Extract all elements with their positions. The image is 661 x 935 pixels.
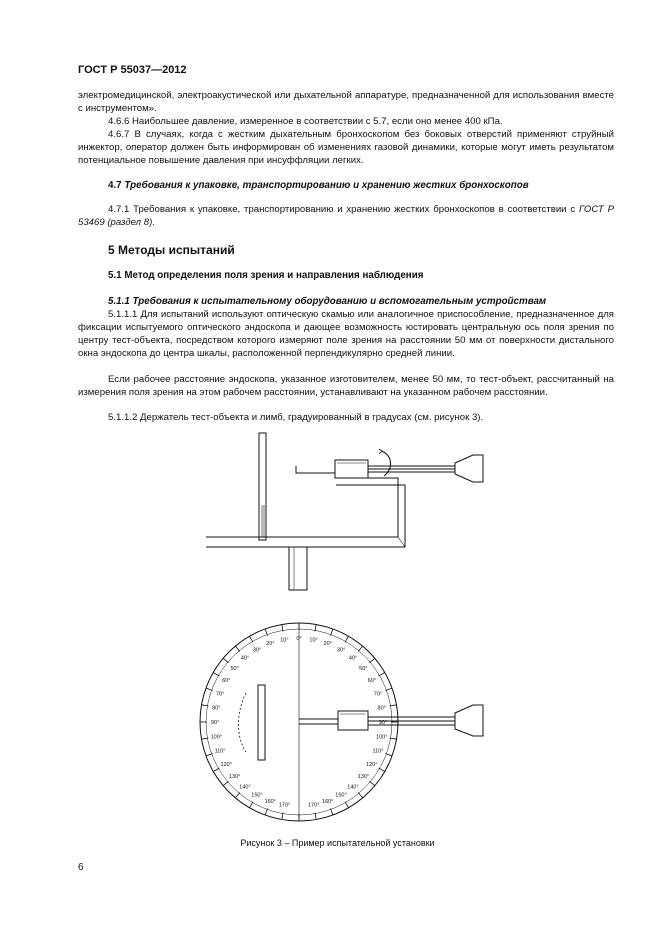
dial-label: 130° — [228, 773, 241, 780]
dial-tick — [369, 658, 374, 662]
holder-rod — [296, 466, 335, 473]
dial-tick — [213, 673, 219, 677]
paragraph-4-7-1-text: 4.7.1 Требования к упаковке, транспортированию и хранению жестких бронхоскопов в соответствии с — [108, 204, 579, 215]
dial-tick — [330, 808, 332, 815]
paragraph-4-7-1-end: . — [152, 217, 155, 228]
heading-5-1-1: 5.1.1 Требования к испытательному оборудованию и вспомогательным устройствам — [108, 296, 547, 307]
dial-label: 10° — [280, 637, 289, 644]
dial-tick — [379, 673, 385, 677]
paragraph-4-6-7: 4.6.7 В случаях, когда с жестким дыхательным бронхоскопом без боковых отверстий применяют струйный инжектор, оператор должен быть информирован об изменениях газовой динамики, которые могут иметь результатом потенциальное повышение давления при инсуффляции легких. — [78, 129, 614, 166]
document-header: ГОСТ Р 55037—2012 — [78, 64, 187, 76]
dial-tick — [223, 781, 228, 785]
dial-label: 10° — [309, 637, 318, 644]
dial-label: 20° — [266, 641, 275, 648]
dial-tick — [369, 781, 374, 785]
dial-tick — [235, 792, 239, 797]
dial-label: 90° — [210, 720, 220, 726]
dial-label: 80° — [377, 705, 386, 712]
paragraph-5-1-1-1b: Если рабочее расстояние эндоскопа, указанное изготовителем, менее 50 мм, то тест-объект, рассчитанный на измерения поля зрения на этом рабочем расстоянии, устанавливают на указанном рабочем расстоянии. — [78, 374, 614, 398]
heading-5-1: 5.1 Метод определения поля зрения и направления наблюдения — [108, 270, 424, 281]
dial-label: 30° — [336, 647, 346, 654]
dial-tick — [385, 688, 392, 690]
paragraph-continuation: электромедицинской, электроакустической или дыхательной аппаратуре, предназначенной для использования вместе с инструментом». — [78, 90, 614, 114]
dial-tick — [250, 636, 254, 642]
dial-tick — [358, 792, 362, 797]
dial-label: 120° — [220, 762, 232, 768]
dial-tick — [358, 646, 362, 651]
heading-section-5: 5 Методы испытаний — [108, 243, 235, 257]
dial-label: 50° — [359, 666, 368, 673]
dial-tick — [345, 636, 349, 642]
dial-label: 0° — [296, 636, 302, 642]
bench-support — [289, 547, 307, 590]
dial-label: 70° — [373, 691, 383, 698]
bench-rail-lower — [206, 485, 405, 547]
dial-tick — [265, 629, 267, 636]
dial-label: 110° — [372, 748, 384, 755]
dial-label: 160° — [322, 798, 334, 805]
dial-label: 140° — [239, 784, 251, 791]
dial-label: 140° — [347, 784, 359, 791]
dial-tick — [223, 658, 228, 662]
standard-reference: ГОСТ Р 53469 (раздел 8) — [78, 204, 614, 228]
heading-4-7-text: Требования к упаковке, транспортированию и хранению жестких бронхоскопов — [124, 180, 529, 191]
endoscope-clamp-top — [335, 460, 368, 478]
paragraph-5-1-1-1: 5.1.1.1 Для испытаний используют оптическую скамью или аналогичное приспособление, предназначенное для фиксации испытуемого оптического эндоскопа и дающее возможность юстировать центральную ось поля зрения по центру тест-объекта, посредством которого измеряют поле зрения на расстоянии 50 мм от поверхности дистального окна эндоскопа до центра шкалы, расположенной перпендикулярно средней линии. — [78, 309, 614, 359]
dial-tick — [206, 688, 213, 690]
dial-label: 20° — [323, 641, 332, 648]
paragraph-5-1-1-2: 5.1.1.2 Держатель тест-объекта и лимб, градуированный в градусах (см. рисунок 3). — [108, 412, 484, 423]
dial-label: 80° — [212, 705, 221, 712]
test-object-holder-top — [259, 433, 266, 540]
dial-label: 110° — [214, 748, 226, 755]
dial-label: 30° — [252, 647, 262, 654]
dial-tick — [235, 646, 239, 651]
dial-label: 90° — [378, 720, 388, 726]
page-number: 6 — [78, 862, 84, 873]
dial-label: 150° — [251, 792, 263, 799]
dial-label: 170° — [278, 802, 291, 809]
dial-label: 160° — [264, 798, 276, 805]
dial-label: 120° — [366, 762, 378, 768]
figure-caption: Рисунок 3 – Пример испытательной установки — [240, 838, 435, 848]
dial-label: 100° — [376, 734, 388, 741]
dial-label: 60° — [222, 678, 231, 684]
dial-tick — [385, 753, 392, 755]
bench-rail-upper — [206, 478, 398, 537]
dial-tick — [265, 808, 267, 815]
dial-label: 40° — [240, 655, 250, 662]
dial-label: 70° — [215, 691, 225, 698]
dial-tick — [330, 629, 332, 636]
eyepiece-top — [455, 455, 483, 482]
dial-label: 100° — [210, 734, 222, 741]
dial-tick — [379, 768, 385, 772]
heading-4-7-number: 4.7 — [108, 180, 122, 191]
dial-label: 50° — [230, 666, 239, 673]
dial-label: 170° — [307, 802, 320, 809]
dial-tick — [206, 753, 213, 755]
dial-tick — [250, 802, 254, 808]
paragraph-4-6-6: 4.6.6 Наибольшее давление, измеренное в соответствии с 5.7, если оно менее 400 кПа. — [108, 116, 503, 127]
dial-label: 150° — [335, 792, 347, 799]
dial-tick — [345, 802, 349, 808]
dial-tick — [213, 768, 219, 772]
dial-label: 60° — [367, 678, 376, 684]
eyepiece-bottom — [455, 705, 483, 736]
dial-label: 40° — [348, 655, 358, 662]
dial-label: 130° — [357, 773, 370, 780]
test-object-bottom — [258, 685, 265, 760]
